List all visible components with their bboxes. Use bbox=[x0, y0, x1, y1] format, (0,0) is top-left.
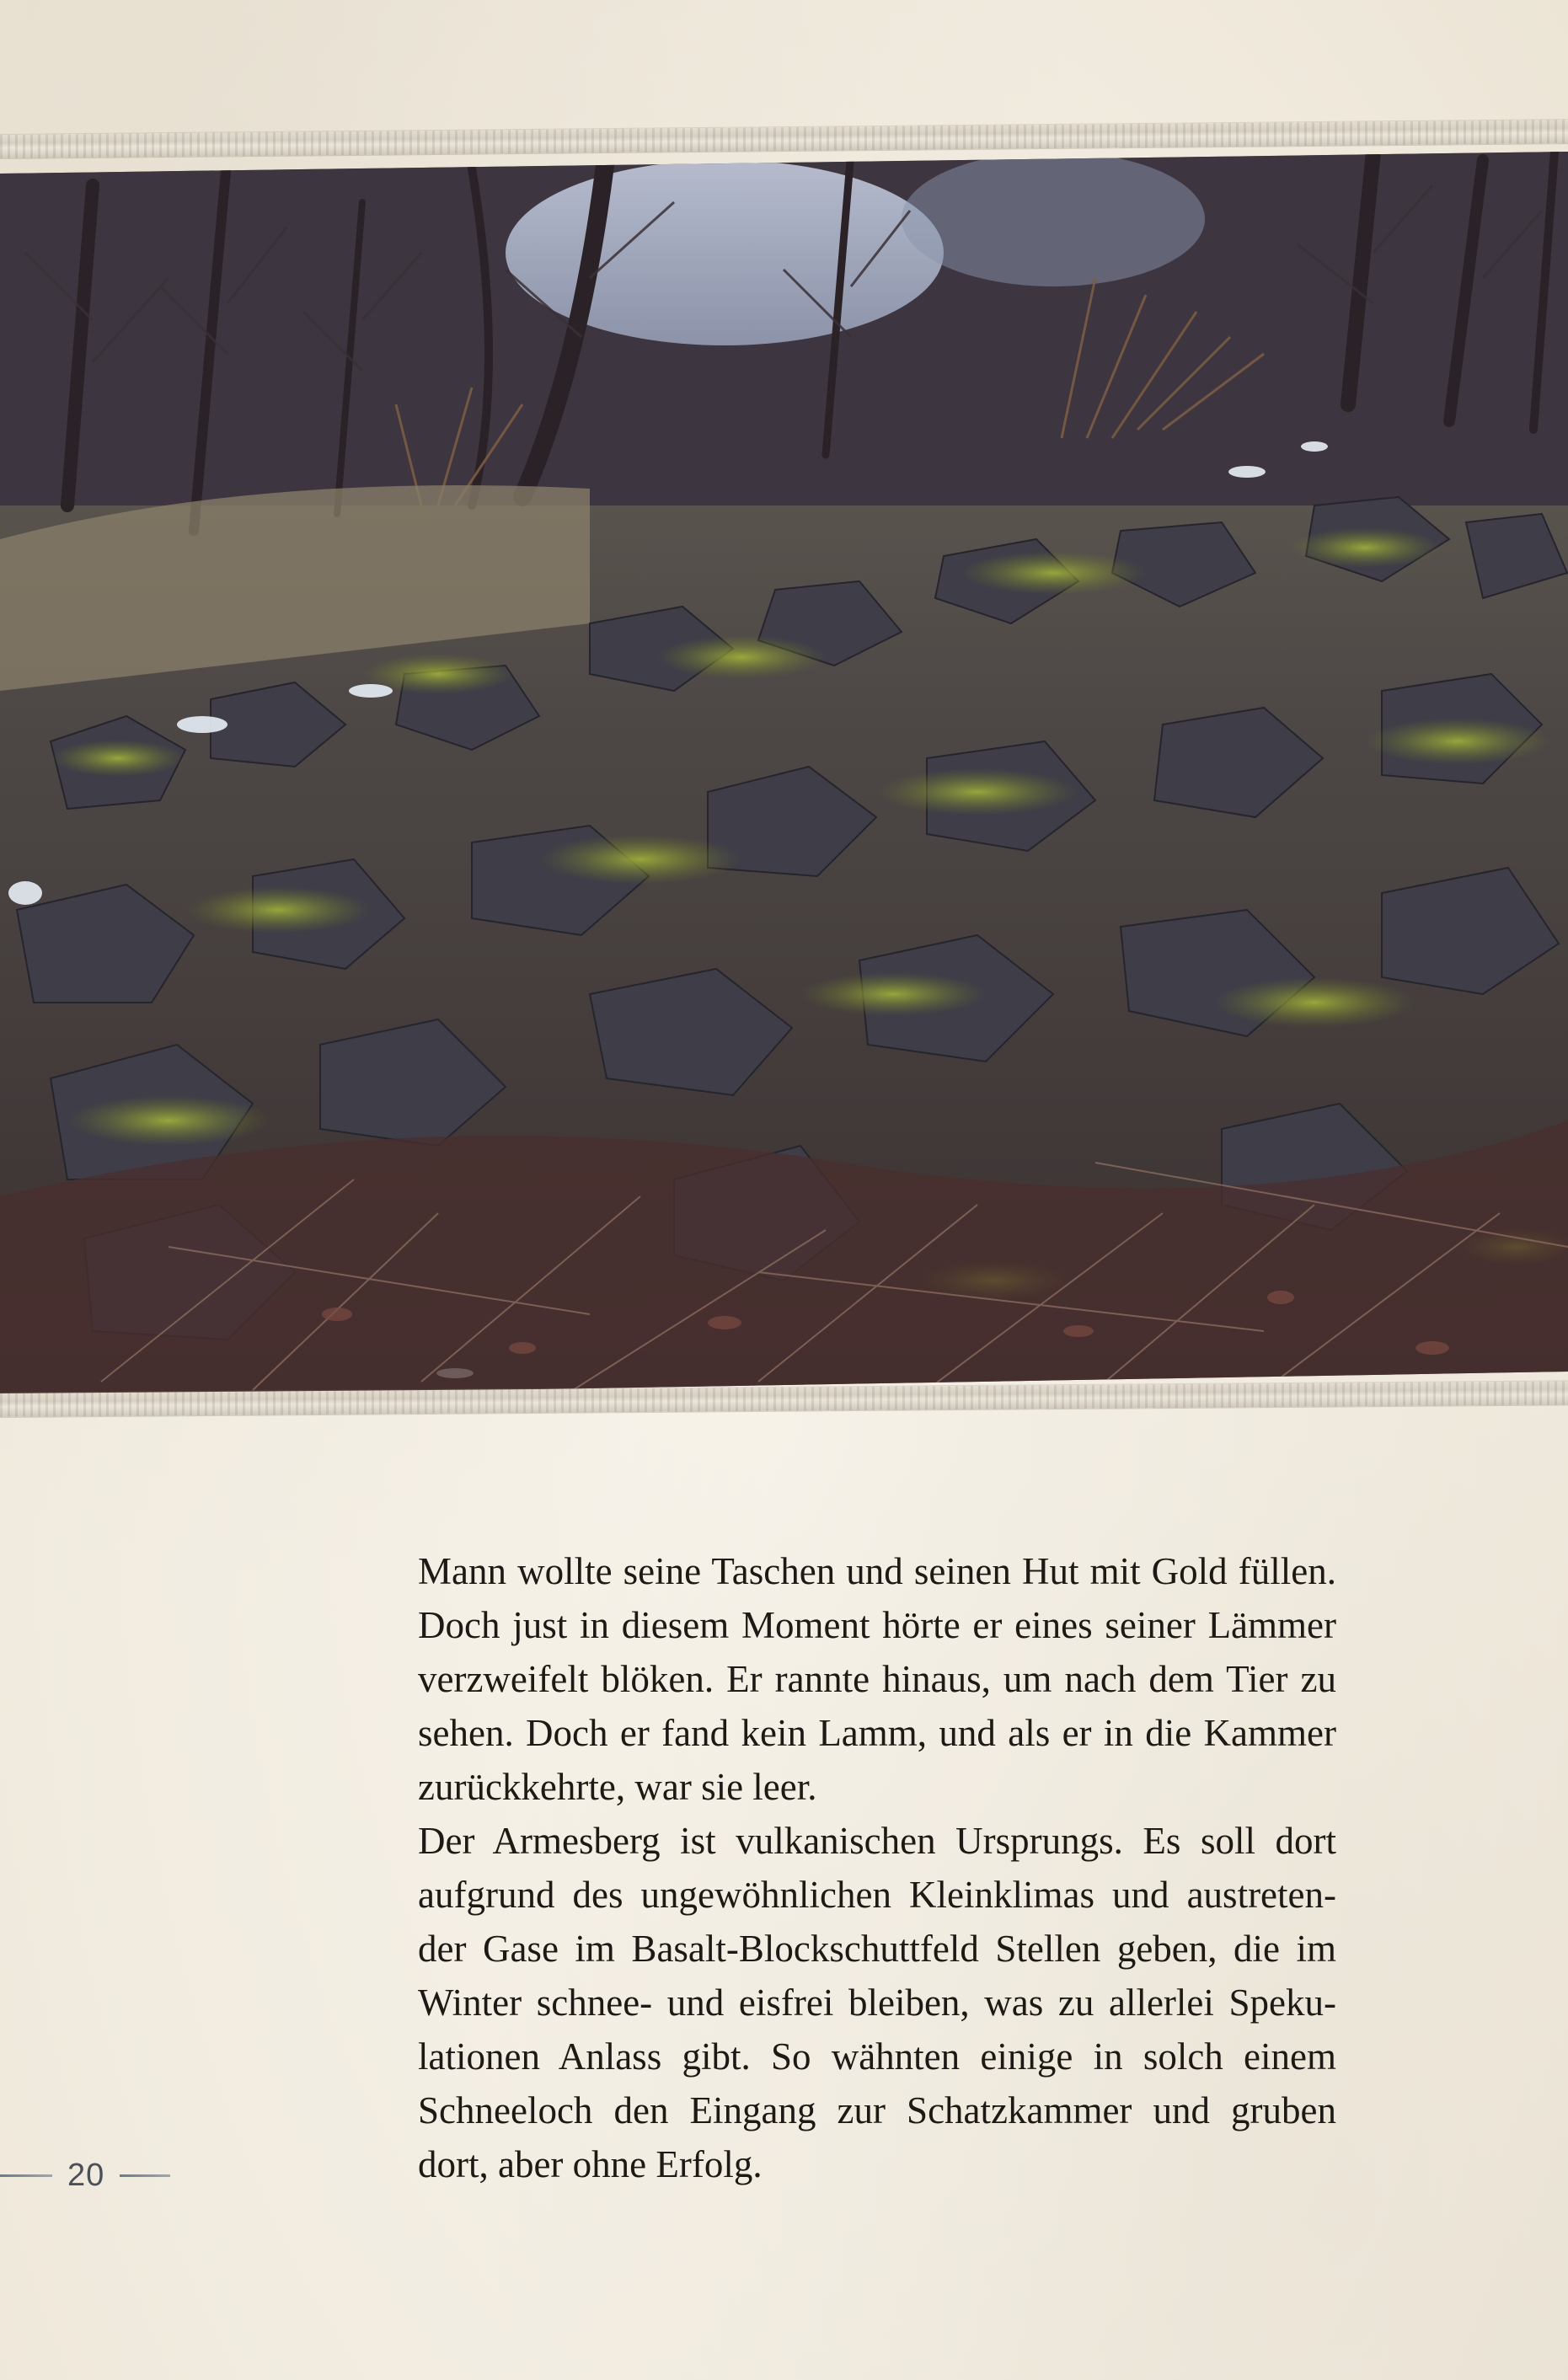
text-line: dort, aber ohne Erfolg. bbox=[418, 2143, 763, 2185]
folio-rule-right bbox=[120, 2174, 170, 2177]
body-text bbox=[418, 1544, 1336, 2191]
text-line: sehen. Doch er fand kein Lamm, und als er in die Kammer bbox=[418, 1712, 1336, 1754]
text-line: Schneeloch den Eingang zur Schatzkammer und gruben bbox=[418, 2089, 1336, 2131]
photo-frame-top-border bbox=[0, 120, 1568, 158]
page-number-folio bbox=[0, 2157, 170, 2194]
text-line: Doch just in diesem Moment hörte er eines seiner Lämmer bbox=[418, 1604, 1336, 1646]
text-line: zurückkehrte, war sie leer. bbox=[418, 1766, 817, 1808]
text-line: verzweifelt blöken. Er rannte hinaus, um nach dem Tier zu bbox=[418, 1658, 1336, 1700]
folio-rule-left bbox=[0, 2174, 52, 2177]
page-number: 20 bbox=[67, 2157, 105, 2193]
text-line: der Gase im Basalt-Blockschuttfeld Stellen geben, die im bbox=[418, 1928, 1336, 1970]
text-line: aufgrund des ungewöhnlichen Kleinklimas und austreten- bbox=[418, 1874, 1336, 1916]
text-line: Mann wollte seine Taschen und seinen Hut mit Gold füllen. bbox=[418, 1550, 1336, 1592]
text-line: Winter schnee- und eisfrei bleiben, was zu allerlei Speku- bbox=[418, 1982, 1336, 2024]
photo-basalt-boulder-field bbox=[0, 152, 1568, 1399]
text-line: Der Armesberg ist vulkanischen Ursprungs. Es soll dort bbox=[418, 1820, 1336, 1862]
text-line: lationen Anlass gibt. So wähnten einige in solch einem bbox=[418, 2035, 1336, 2078]
